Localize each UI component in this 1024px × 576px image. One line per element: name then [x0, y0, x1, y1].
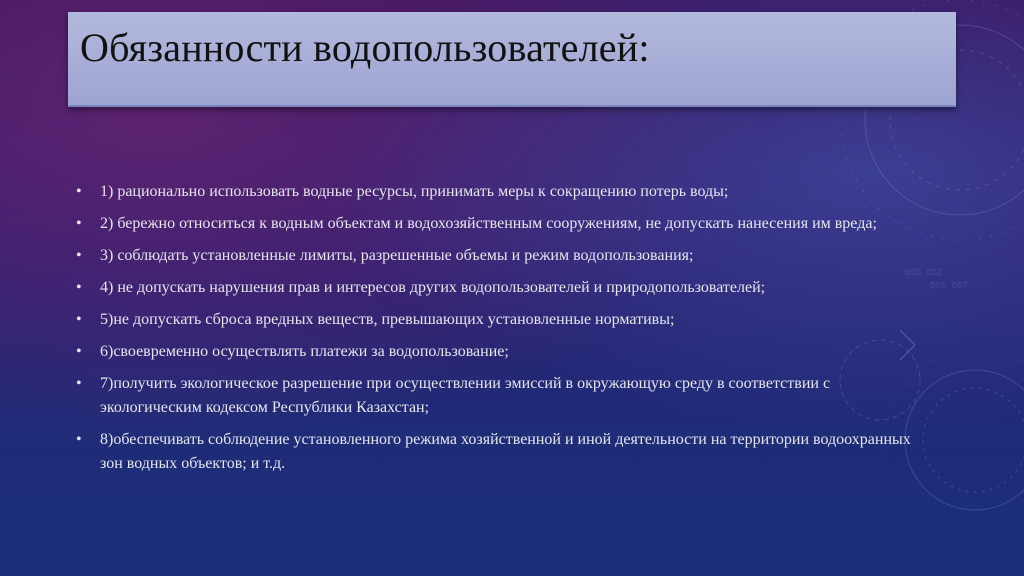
list-item-text: 6)своевременно осуществлять платежи за водопользование; [100, 343, 509, 360]
svg-text:OSS OST: OSS OST [930, 281, 968, 291]
title-box [68, 12, 956, 107]
list-item [72, 372, 912, 420]
list-item [72, 308, 912, 332]
list-item-text: 1) рационально использовать водные ресурсы, принимать меры к сокращению потерь воды; [100, 183, 729, 200]
list-item [72, 276, 912, 300]
list-item-text: 8)обеспечивать соблюдение установленного режима хозяйственной и иной деятельности на территории водоохранных зон водных объектов; и т.д. [100, 431, 911, 472]
bullet-icon: • [76, 215, 82, 232]
bullet-icon: • [76, 343, 82, 360]
list-item [72, 180, 912, 204]
list-item [72, 212, 912, 236]
obligations-list [72, 180, 912, 484]
bullet-icon: • [76, 279, 82, 296]
list-item-text: 5)не допускать сброса вредных веществ, превышающих установленные нормативы; [100, 311, 675, 328]
svg-text:OSS OSI: OSS OSI [905, 268, 943, 278]
bullet-icon: • [76, 311, 82, 328]
list-item-text: 2) бережно относиться к водным объектам и водохозяйственным сооружениям, не допускать нанесения им вреда; [100, 215, 877, 232]
list-item [72, 340, 912, 364]
list-item-text: 3) соблюдать установленные лимиты, разрешенные объемы и режим водопользования; [100, 247, 694, 264]
list-item-text: 7)получить экологическое разрешение при осуществлении эмиссий в окружающую среду в соответствии с экологическим кодексом Республики Казахстан; [100, 375, 831, 416]
bullet-icon: • [76, 247, 82, 264]
slide-title: Обязанности водопользователей: [80, 25, 650, 70]
bullet-icon: • [76, 183, 82, 200]
bullet-icon: • [76, 431, 82, 448]
bullet-icon: • [76, 375, 82, 392]
list-item [72, 244, 912, 268]
list-item [72, 428, 912, 476]
list-item-text: 4) не допускать нарушения прав и интересов других водопользователей и природопользователей; [100, 279, 766, 296]
